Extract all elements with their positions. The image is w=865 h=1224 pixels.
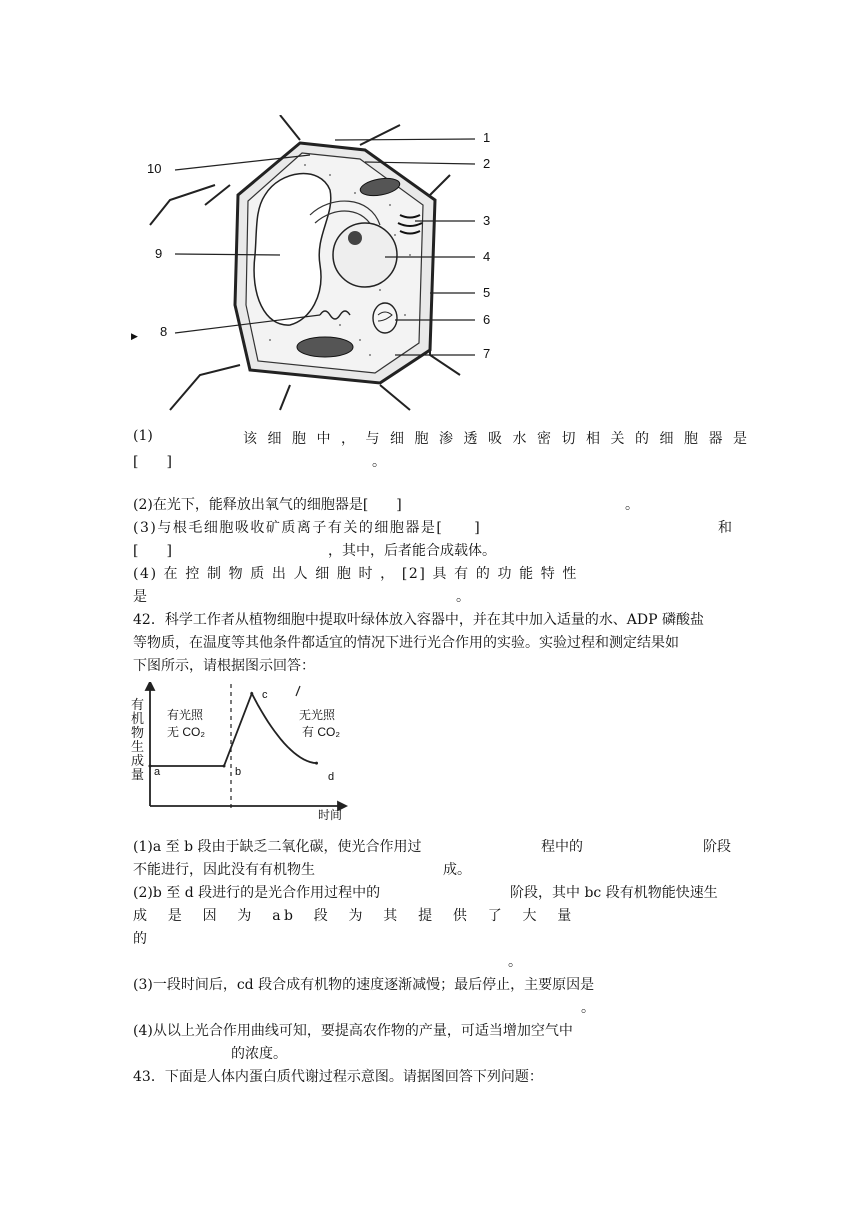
q41-p4-line1: (4) 在 控 制 物 质 出 人 细 胞 时 ， [2] 具 有 的 功 能 特 性	[133, 566, 579, 582]
q42-p3-text: (3)一段时间后，cd 段合成有机物的速度逐渐减慢；最后停止，主要原因是	[133, 977, 595, 993]
q41-p1-bracket: [ ]	[133, 454, 172, 470]
q42-p1-c: 阶段	[703, 839, 731, 855]
q41-p3-bracket2: [ ]	[133, 543, 172, 559]
q41-p3-line2: ，其中，后者能合成载体。	[328, 543, 496, 559]
q41-p1-end: 。	[372, 454, 386, 470]
cell-label-7: 7	[483, 346, 491, 361]
chart-point-label-d: d	[328, 771, 335, 783]
chart-point-label-b: b	[235, 766, 242, 778]
arrow-marker-icon: ▶	[131, 331, 138, 341]
q41-p4-line2: 是	[133, 589, 147, 605]
q42-p4-line2: 的浓度。	[231, 1046, 287, 1062]
chart-region-right-1: 无光照	[299, 708, 336, 722]
q41-p1-prefix: (1)	[133, 428, 153, 444]
q41-p2-end: 。	[625, 497, 639, 513]
cell-label-4: 4	[483, 249, 491, 264]
cell-label-10: 10	[147, 161, 162, 176]
chart-point-label-c: c	[262, 689, 268, 701]
scratch-mark	[296, 686, 300, 696]
cell-label-8: 8	[160, 324, 168, 339]
chart-region-right-2: 有 CO₂	[302, 725, 340, 739]
q42-p1-line2-end: 成。	[443, 862, 471, 878]
cell-label-9: 9	[155, 246, 163, 261]
q42-p1-a: (1)a 至 b 段由于缺乏二氧化碳，使光合作用过	[133, 839, 422, 855]
cell-label-5: 5	[483, 285, 491, 300]
photosynthesis-chart	[128, 682, 358, 822]
q41-p3-text: (3)与根毛细胞吸收矿质离子有关的细胞器是[ ]	[133, 520, 482, 536]
q42-p2-b: 阶段，其中 bc 段有机物能快速生	[510, 885, 718, 901]
cell-label-6: 6	[483, 312, 491, 327]
q42-p2-line2: 成 是 因 为 ab 段 为 其 提 供 了 大 量	[133, 908, 575, 924]
q41-p3-and: 和	[718, 520, 732, 536]
cell-label-1: 1	[483, 130, 491, 145]
q42-p2-a: (2)b 至 d 段进行的是光合作用过程中的	[133, 885, 381, 901]
q41-p2-text: (2)在光下，能释放出氧气的细胞器是[ ]	[133, 497, 402, 513]
q42-intro-line1: 42．科学工作者从植物细胞中提取叶绿体放入容器中，并在其中加入适量的水、ADP 磷酸盐	[133, 612, 705, 628]
q41-p1-text: 该细胞中，与细胞渗透吸水密切相关的细胞器是	[243, 431, 758, 447]
chart-axes	[146, 682, 346, 810]
chart-point-d	[315, 762, 318, 765]
q42-p1-line2: 不能进行，因此没有有机物生	[133, 862, 315, 878]
chart-point-c	[250, 692, 253, 695]
q42-p4-text: (4)从以上光合作用曲线可知，要提高农作物的产量，可适当增加空气中	[133, 1023, 573, 1039]
q42-p2-line3: 的	[133, 931, 147, 947]
chart-point-label-a: a	[154, 766, 161, 778]
q42-intro-line3: 下图所示，请根据图示回答：	[133, 658, 315, 674]
chart-xlabel: 时间	[318, 808, 343, 822]
q41-p4-end: 。	[456, 589, 470, 605]
chart-region-left-1: 有光照	[167, 708, 204, 722]
chart-point-b	[223, 765, 226, 768]
q42-intro-line2: 等物质，在温度等其他条件都适宜的情况下进行光合作用的实验。实验过程和测定结果如	[133, 635, 679, 651]
chart-region-left-2: 无 CO₂	[167, 725, 205, 739]
q43-text: 43．下面是人体内蛋白质代谢过程示意图。请据图回答下列问题：	[133, 1069, 543, 1085]
cell-label-2: 2	[483, 156, 491, 171]
chart-point-a	[149, 765, 152, 768]
q42-p3-end: 。	[581, 1000, 595, 1016]
chart-ylabel: 有机物生成量	[131, 697, 145, 782]
q42-p2-end: 。	[508, 954, 522, 970]
q42-p1-b: 程中的	[541, 839, 583, 855]
cell-label-3: 3	[483, 213, 491, 228]
plant-cell-diagram	[130, 115, 500, 415]
